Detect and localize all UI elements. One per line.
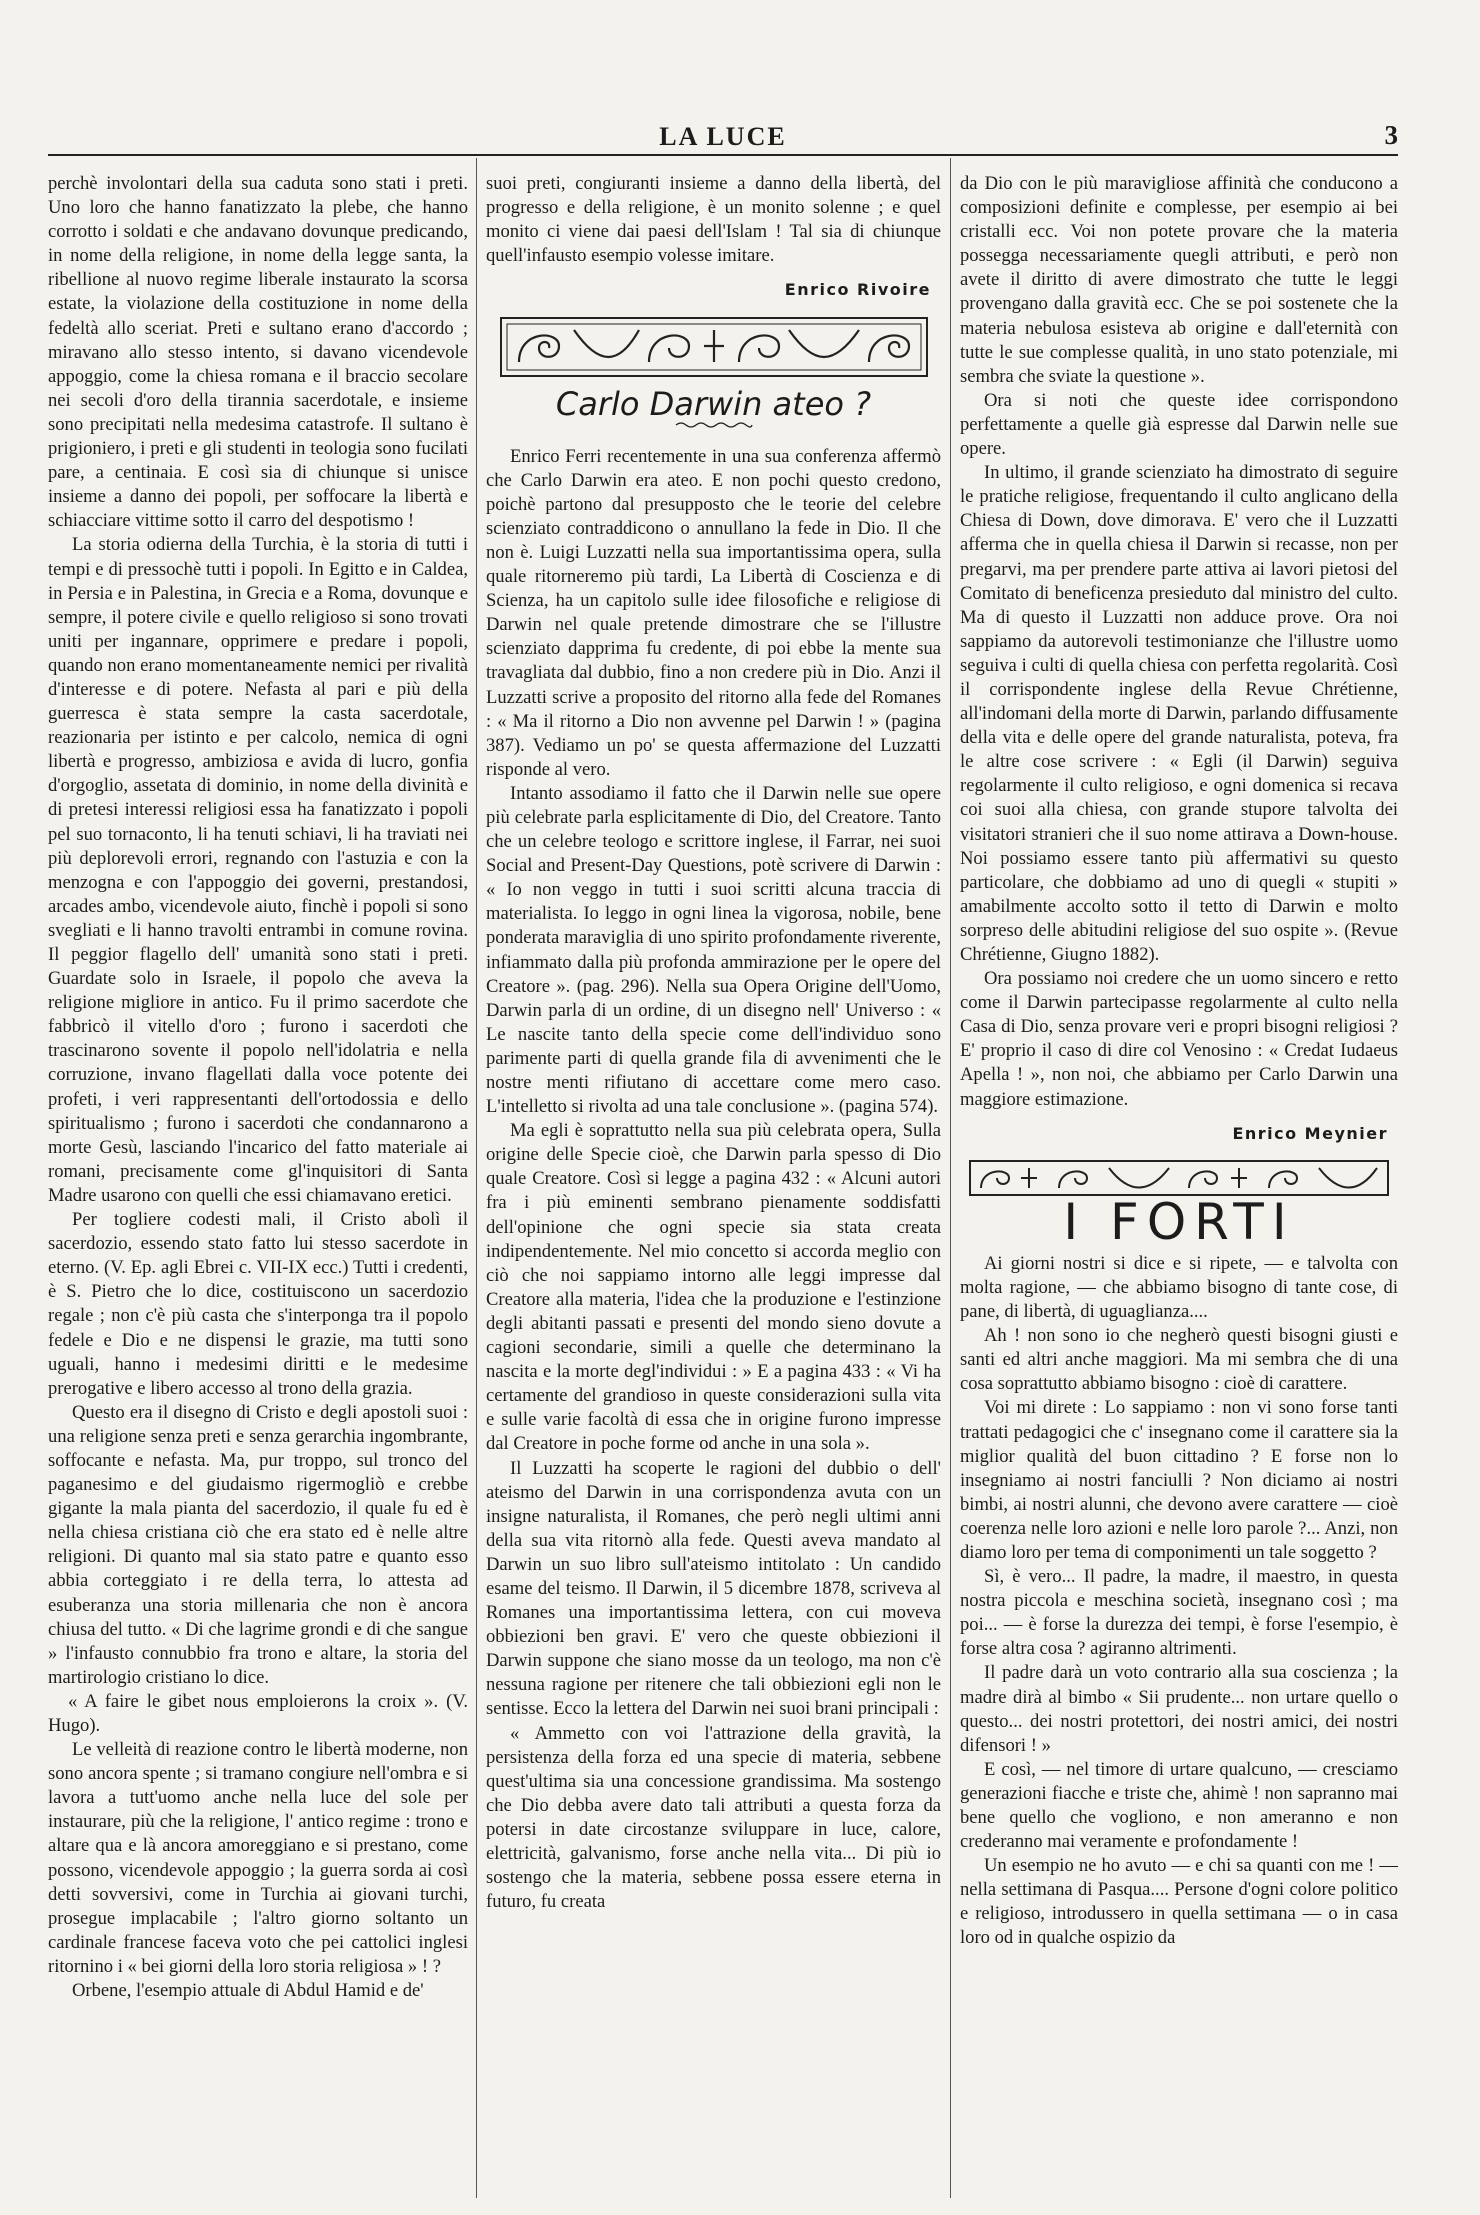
page-number: 3 <box>1384 120 1398 150</box>
page-header <box>48 118 1398 154</box>
article-title-darwin: Carlo Darwin ateo ? <box>555 385 872 424</box>
paragraph: Voi mi direte : Lo sappiamo : non vi sono forse tanti trattati pedagogici che c' insegnano come il carattere sia la miglior qualità del buon cittadino ? E forse non lo insegniamo ai nostri fanciulli ? Non diciamo ai nostri bimbi, ai nostri alunni, che devono avere carattere — cioè coerenza nelle loro azioni e nelle loro parole ?... Anzi, non diamo loro per tema di componimenti un tale soggetto ? <box>960 1397 1398 1563</box>
column-2 <box>486 172 941 2202</box>
column-1 <box>48 172 468 2202</box>
paragraph: Per togliere codesti mali, il Cristo abolì il sacerdozio, essendo stato fatto lui stesso sacerdote in eterno. (V. Ep. agli Ebrei c. VII-IX ecc.) Tutti i credenti, è S. Pietro che lo dice, costituiscono un sacerdozio regale ; non c'è più casta che s'interponga tra il popolo fedele e Dio e ne dispensi le grazie, ma tutti sono uguali, hanno i medesimi diritti e le medesime prerogative e libero accesso al trono della grazia. <box>48 1209 468 1399</box>
paragraph: suoi preti, congiuranti insieme a danno della libertà, del progresso e della religione, è un monito solenne ; e quel monito ci viene dai paesi dell'Islam ! Tal sia di chiunque quell'infausto esempio volesse imitare. <box>486 173 941 267</box>
paragraph: Enrico Ferri recentemente in una sua conferenza affermò che Carlo Darwin era ateo. E non pochi questo credono, poichè partono dal presupposto che le teorie del celebre scienziato contraddicono o annullano la fede in Dio. Il che non è. Luigi Luzzatti nella sua importantissima opera, sulla quale ritorneremo più tardi, La Libertà di Coscienza e di Scienza, ha un capitolo sulle idee filosofiche e religiose di Darwin nel quale pretende dimostrare che se l'illustre scienziato dapprima fu credente, di poi ebbe la mente sua travagliata dal dubbio, fino a non credere più in Dio. Anzi il Luzzatti scrive a proposito del ritorno alla fede del Romanes : « Ma il ritorno a Dio non avvenne pel Darwin ! » (pagina 387). Vediamo un po' se questa affermazione del Luzzatti risponde al vero. <box>486 445 941 780</box>
paragraph: « Ammetto con voi l'attrazione della gravità, la persistenza della forza ed una specie di materia, sebbene quest'ultima sia una concessione grandissima. Ma sostengo che Dio debba avere dato tali attributi a questa forza da potersi in date circostanze svilupparе in luce, calore, elettricità, galvanismo, forse anche nella vita... Di più io sostengo che la materia, sebbene possa essere eterna in futuro, fu creata <box>486 1722 941 1913</box>
header-rule <box>48 154 1398 156</box>
paragraph: Ai giorni nostri si dice e si ripete, — e talvolta con molta ragione, — che abbiamo bisogno di tante cose, di pane, di libertà, di uguaglianza.... <box>960 1252 1398 1323</box>
quote-paragraph: « A faire le gibet nous emploierons la croix ». (V. Hugo). <box>48 1690 468 1736</box>
paragraph: Ma egli è soprattutto nella sua più celebrata opera, Sulla origine delle Specie cioè, che Darwin parla spesso di Dio quale Creatore. Così si legge a pagina 432 : « Alcuni autori fra i più eminenti sembrano pienamente soddisfatti dell'opinione che ogni specie sia stata creata indipendentemente. Nel mio concetto si accorda meglio con ciò che noi sappiamo intorno alle leggi impresse dal Creatore alla materia, l'idea che la produzione e l'estinzione degli abitanti passati e presenti del mondo sieno dovute a cagioni secondarie, simili a quelle che determinano la nascita e la morte degl'individui : » E a pagina 433 : « Vi ha certamente del grandioso in queste considerazioni sulla vita e sulle varie facoltà di essa che in origine furono impresse dal Creatore in poche forme od anche in una sola ». <box>486 1120 941 1455</box>
paragraph: Il padre darà un voto contrario alla sua coscienza ; la madre dirà al bimbo « Sii prudente... non urtare quello o questo... dei nostri protettori, dei nostri amici, dei nostri difensori ! » <box>960 1662 1398 1756</box>
column-divider <box>476 158 477 2198</box>
paragraph: Ah ! non sono io che negherò questi bisogni giusti e santi ed altri anche maggiori. Ma mi sembra che di una cosa soprattutto abbiamo bisogno : cioè di carattere. <box>960 1325 1398 1395</box>
paragraph: E così, — nel timore di urtare qualcuno, — cresciamo generazioni fiacche e triste che, ahimè ! non sapranno mai bene quello che vogliono, e non ameranno e non crederanno mai veramente e profondamente ! <box>960 1758 1398 1853</box>
paragraph: Ora si noti che queste idee corrispondono perfettamente a quelle già espresse dal Darwin nelle sue opere. <box>960 389 1398 460</box>
paragraph: Orbene, l'esempio attuale di Abdul Hamid e de' <box>72 1980 424 2002</box>
paragraph: Sì, è vero... Il padre, la madre, il maestro, in questa nostra piccola e meschina società, insegnano così ; ma poi... — è forse la durezza dei tempi, è forse l'esempio, è forse altra cosa ? agiranno altrimenti. <box>960 1566 1398 1660</box>
decorative-ornament-banner <box>499 316 929 378</box>
decorative-ornament-band <box>969 1160 1389 1196</box>
paragraph: perchè involontari della sua caduta sono stati i preti. Uno loro che hanno fanatizzato la plebe, che hanno corrotto i soldati e che andavano dovunque predicando, in nome della religione, in nome della legge santa, la ribellione al nuovo regime liberale instaurato la scorsa estate, la violazione della costituzione in nome della fedeltà allo sceriat. Preti e sultano erano d'accordo ; miravano allo stesso intento, si davano vicendevole appoggio, come la chiesa romana e il braccio secolare nei secoli d'oro della tirannia sacerdotale, e insieme sono precipitati nella medesima catastrofe. Il sultano è prigioniero, i preti e gli studenti in teologia sono fucilati pare, a centinaia. E così sia di chiunque si unisce insieme a danno dei popoli, per soffocare la libertà e schiacciare vittime sotto il carro del despotismo ! <box>48 173 468 532</box>
paragraph: da Dio con le più maravigliose affinità che conducono a composizioni definite e complesse, per esempio ai bei cristalli ecc. Voi non potete provare che la materia possegga necessariamente quegli attributi, e però non avete il diritto di avere dimostrato che tutte le leggi provengano dalla gravità ecc. Che se poi sostenete che la materia nebulosa esisteva ab origine e dall'eternità con tutte le sue complesse qualità, in uno stato potenziale, mi sembra che sviate la questione ». <box>960 173 1398 387</box>
signature-rivoire: Enrico Rivoire <box>784 280 931 300</box>
paragraph: In ultimo, il grande scienziato ha dimostrato di seguire le pratiche religiose, frequentando il culto anglicano della Chiesa di Down, dove dimorava. E' vero che il Luzzatti afferma che in quella chiesa il Darwin si recasse, non per pregarvi, ma per prendere parte attiva ai lavori pietosi del Comitato di beneficenza presieduto dal ministro del culto. Ma di questo il Luzzatti non adduce prove. Ora noi sappiamo da autorevoli testimonianze che l'illustre uomo seguiva i culti di quella chiesa con perfetta regolarità. Così il corrispondente inglese della Revue Chrétienne, all'indomani della morte di Darwin, parlando diffusamente della vita e delle opere del grande naturalista, poteva, fra le altre cose scrivere : « Egli (il Darwin) seguiva regolarmente il culto religioso, e ogni domenica si recava coi suoi alla chiesa, con grande stupore talvolta dei visitatori stranieri che il suo nome attirava a Down-house. Noi possiamo essere tanto più affermativi su questo particolare, che dobbiamo ad uno di quegli « stupiti » amabilmente accolto sotto il tetto di Darwin e molto sorpreso delle abitudini religiose del suo ospite ». (Revue Chrétienne, Giugno 1882). <box>960 462 1398 965</box>
paragraph: Il Luzzatti ha scoperte le ragioni del dubbio o dell' ateismo del Darwin in una corrispondenza avuta con un insigne naturalista, il Romanes, che però negli ultimi anni della sua vita ritornò alla fede. Questi aveva mandato al Darwin un suo libro sull'ateismo intitolato : Un candido esame del teismo. Il Darwin, il 5 dicembre 1878, scriveva al Romanes una importantissima lettera, con cui moveva obbiezioni ben gravi. E' vero che queste obbiezioni il Darwin suppone che siano mosse da un teologo, ma non c'è nessuna ragione per ritenere che tali obbiezioni egli non le sentisse. Ecco la lettera del Darwin nei suoi brani principali : <box>486 1457 941 1720</box>
column-3 <box>960 172 1398 2202</box>
section-title-forti: I FORTI <box>1063 1192 1295 1251</box>
paragraph: Questo era il disegno di Cristo e degli apostoli suoi : una religione senza preti e senza gerarchia ingombrante, soffocante e nefasta. Ma, pur troppo, sul tronco del paganesimo e del giudaismo rigermogliò e crebbe gigante la mala pianta del sacerdozio, il quale fu ed è nella chiesa cristiana ciò che era stato ed è nelle altre religioni. Di quanto mal sia stato patre e quanto esso abbia corteggiato i re della terra, lo attesta ad esuberanza una storia millenaria che non è ancora chiusa del tutto. « Di che lagrime grondi e di che sangue » l'infausto connubbio fra trono e altare, la storia del martirologio cristiano lo dice. <box>48 1401 468 1688</box>
paragraph: Un esempio ne ho avuto — e chi sa quanti con me ! — nella settimana di Pasqua.... Persone d'ogni colore politico e religioso, introdussero in quella settimana — o in casa loro od in qualche ospizio da <box>960 1855 1398 1949</box>
signature-meynier: Enrico Meynier <box>1232 1123 1388 1143</box>
paragraph: Le velleità di reazione contro le libertà moderne, non sono ancora spente ; si tramano congiure nell'ombra e si lavora a tutt'uomo anche nella luce del sole per instaurare, più che la religione, l' antico regime : trono e altare qua e là ancora amoreggiano e si prestano, come possono, vicendevole appoggio ; la guerra sorda ai così detti sovversivi, come in Turchia ai giovani turchi, prosegue implacabile ; l'altro giorno soltanto un cardinale francese faceva voto che pei cattolici inglesi ritornino i « bei giorni della loro storia religiosa » ! ? <box>48 1739 468 1977</box>
paragraph: La storia odierna della Turchia, è la storia di tutti i tempi e di pressochè tutti i popoli. In Egitto e in Caldea, in Persia e in Palestina, in Grecia e a Roma, dovunque e sempre, il potere civile e quello religioso si sono trovati uniti per ingannare, opprimere e predare i popoli, quando non erano momentaneamente nemici per rivalità d'interesse e di potere. Nefasta al pari e più della guerresca è stata sempre la casta sacerdotale, reazionaria per istinto e per calcolo, nemica di ogni libertà e progresso, ambiziosa e avida di lucro, gonfia d'orgoglio, assetata di dominio, in nome della divinità e di pretesi interessi religiosi essa ha fanatizzato i popoli pel suo tornaconto, li ha tenuti schiavi, li ha traviati nei più deplorevoli errori, regnando con l'astuzia e con la menzogna e con l'appoggio dei governi, prestandosi, arcades ambo, vicendevole aiuto, finchè i popoli si sono svegliati e li hanno travolti entrambi in comune rovina. Il peggior flagello dell' umanità sono stati i preti. Guardate solo in Israele, il popolo che aveva la religione migliore in antico. Fu il primo sacerdote che fabbricò il vitello d'oro ; furono i sacerdoti che trascinarono sovente il popolo nell'idolatria e nella corruzione, invano flagellati dalla voce potente dei profeti, i veri rappresentanti dell'ortodossia e dello spiritualismo ; furono i sacerdoti che condannarono a morte Gesù, lasciando l'incarico del fatto materiale ai romani, precisamente come gl'inquisitori di Santa Madre usarono con quelli che essi chiamavano eretici. <box>48 534 468 1206</box>
paragraph: Ora possiamo noi credere che un uomo sincero e retto come il Darwin partecipasse regolarmente al culto nella Casa di Dio, senza provare veri e propri bisogni religiosi ? E' proprio il caso di dire col Venosino : « Credat Iudaeus Apella ! », non noi, che abbiamo per Carlo Darwin una maggiore estimazione. <box>960 968 1398 1110</box>
paragraph: Intanto assodiamo il fatto che il Darwin nelle sue opere più celebrate parla esplicitamente di Dio, del Creatore. Tanto che un celebre teologo e scrittore inglese, il Farrar, nei suoi Social and Present-Day Questions, potè scrivere di Darwin : « Io non veggo in tutti i suoi scritti alcuna traccia di materialista. Io leggo in ogni linea la vigorosa, nobile, bene ponderata maraviglia di uno spirito profondamente riverente, infiammato dalla più profonda ammirazione per le opere del Creatore ». (pag. 296). Nella sua Opera Origine dell'Uomo, Darwin parla di un ordine, di un disegno nell' Universo : « Le nascite tanto della specie come dell'individuo sono parimente parti di quella grande fila di avvenimenti che le nostre menti rifiutano di accettare come mero caso. L'intelletto si rivolta ad una tale conclusione ». (pagina 574). <box>486 782 941 1118</box>
column-divider <box>950 158 951 2198</box>
newspaper-title: LA LUCE <box>659 122 787 151</box>
